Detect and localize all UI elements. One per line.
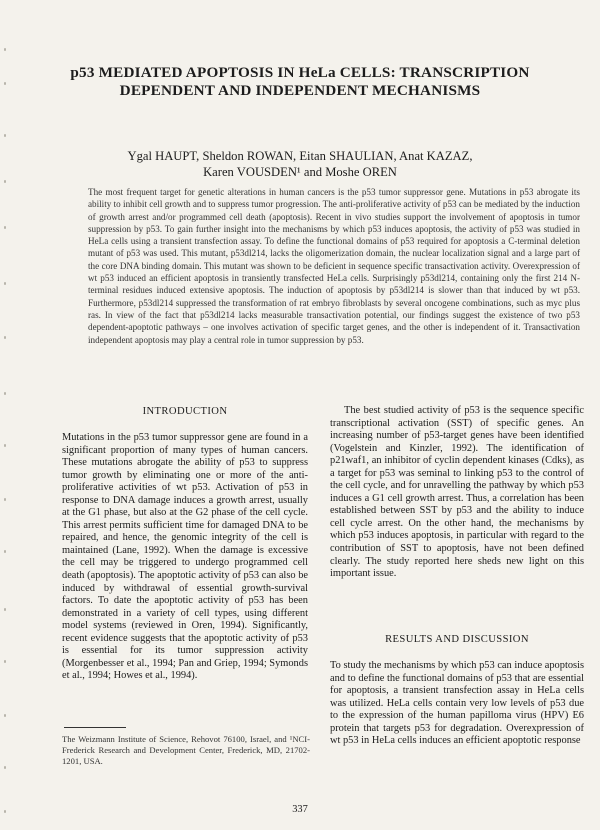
page-number: 337 [292, 804, 308, 815]
paper-title: p53 MEDIATED APOPTOSIS IN HeLa CELLS: TRANSCRIPTION DEPENDENT AND INDEPENDENT MECHANISMS [70, 64, 530, 99]
introduction-heading: INTRODUCTION [142, 406, 228, 417]
right-column-intro-paragraph: The best studied activity of p53 is the sequence specific transcriptional activation (SST) of specific genes. An increasing number of p53-target genes have been identified (Vogelstein and Kinzler, 1992). The identification of p21waf1, an inhibitor of cyclin dependent kinases (Cdks), as a target for p53 was seminal to linking p53 to the control of the cell cycle, and for unravelling the pathway by which p53 induces a G1 cell growth arrest. Thus, a correlation has been established between SST by p53 and the ability to induce cell cycle arrest. On the other hand, the mechanisms by which p53 induces apoptosis, in particular with regard to the contribution of SST to apoptosis, have not been defined clearly. The study reported here sheds new light on this important issue. [330, 405, 584, 580]
abstract: The most frequent target for genetic alterations in human cancers is the p53 tumor suppressor gene. Mutations in p53 abrogate its ability to inhibit cell growth and to suppress tumor progression. The anti-proliferative activity of p53 can be mediated by the induction of growth arrest and/or programmed cell death (apoptosis). Recent in vivo studies support the involvement of apoptosis in tumor suppression by p53. To gain further insight into the mechanisms by which p53 induces apoptosis, the activity of p53 was studied in HeLa cells using a transient transfection assay. To define the functional domains of p53 required for apoptosis a C-terminal deletion mutant of p53 was used. This mutant, p53dl214, lacks the oligomerization domain, the nuclear localization signal and a large part of the core DNA binding domain. This mutant was shown to be deficient in sequence specific transactivation activity. Overexpression of wt p53 induced an efficient apoptosis in transiently transfected HeLa cells. Surprisingly p53dl214, containing only the first 214 N-terminal residues induced extensive apoptosis. The induction of apoptosis by p53dl214 is slower than that induced by wt p53. Furthermore, p53dl214 suppressed the transformation of rat embryo fibroblasts by several oncogene combinations, such as myc plus ras. In view of the fact that p53dl214 lacks measurable transactivation potential, our findings suggest the existence of two p53 dependent-apoptotic pathways – one involves activation of specific target genes, and the other is independent of it. Transactivation independent apoptosis may play a central role in tumor suppression by p53. [88, 187, 580, 345]
results-paragraph: To study the mechanisms by which p53 can induce apoptosis and to define the functional domains of p53 that are essential for apoptosis, a transient transfection assay in HeLa cells was utilized. HeLa cells contain very low levels of p53 due to the expression of the human papilloma virus (HPV) E6 protein that targets p53 for degradation. Overexpression of wt p53 in HeLa cells induces an efficient apoptotic response [330, 660, 584, 747]
scan-margin-marks [4, 20, 12, 820]
authors-line-1: Ygal HAUPT, Sheldon ROWAN, Eitan SHAULIAN, Anat KAZAZ, [127, 149, 473, 163]
introduction-paragraph: Mutations in the p53 tumor suppressor gene are found in a significant proportion of many types of human cancers. These mutations abrogate the ability of p53 to suppress tumor growth by eliminating one or more of the anti-proliferative activities of wt p53. Activation of p53 in response to DNA damage induces a growth arrest, usually at the G1 phase, but also at the G2 phase of the cell cycle. This arrest permits sufficient time for damaged DNA to be repaired, and hence, the genomic integrity of the cell is maintained (Lane, 1992). When the damage is excessive the cell may be triggered to undergo programmed cell death (apoptosis). The apoptotic activity of p53 can also be induced by withdrawal of essential growth-survival factors. To date the apoptotic activity of p53 has been demonstrated in a variety of cell types, using different model systems (reviewed in Oren, 1994). Significantly, recent evidence suggests that the apoptotic activity of p53 is essential for its tumor suppression activity (Morgenbesser et al., 1994; Pan and Griep, 1994; Symonds et al., 1994; Howes et al., 1994). [62, 432, 308, 682]
authors-line-2: Karen VOUSDEN¹ and Moshe OREN [203, 165, 397, 179]
affiliation-footnote: The Weizmann Institute of Science, Rehovot 76100, Israel, and ¹NCI-Frederick Research and Development Center, Frederick, MD, 21702-1201, USA. [62, 734, 310, 766]
results-heading: RESULTS AND DISCUSSION [385, 634, 529, 645]
author-list [60, 148, 540, 180]
footnote-divider [64, 727, 126, 728]
